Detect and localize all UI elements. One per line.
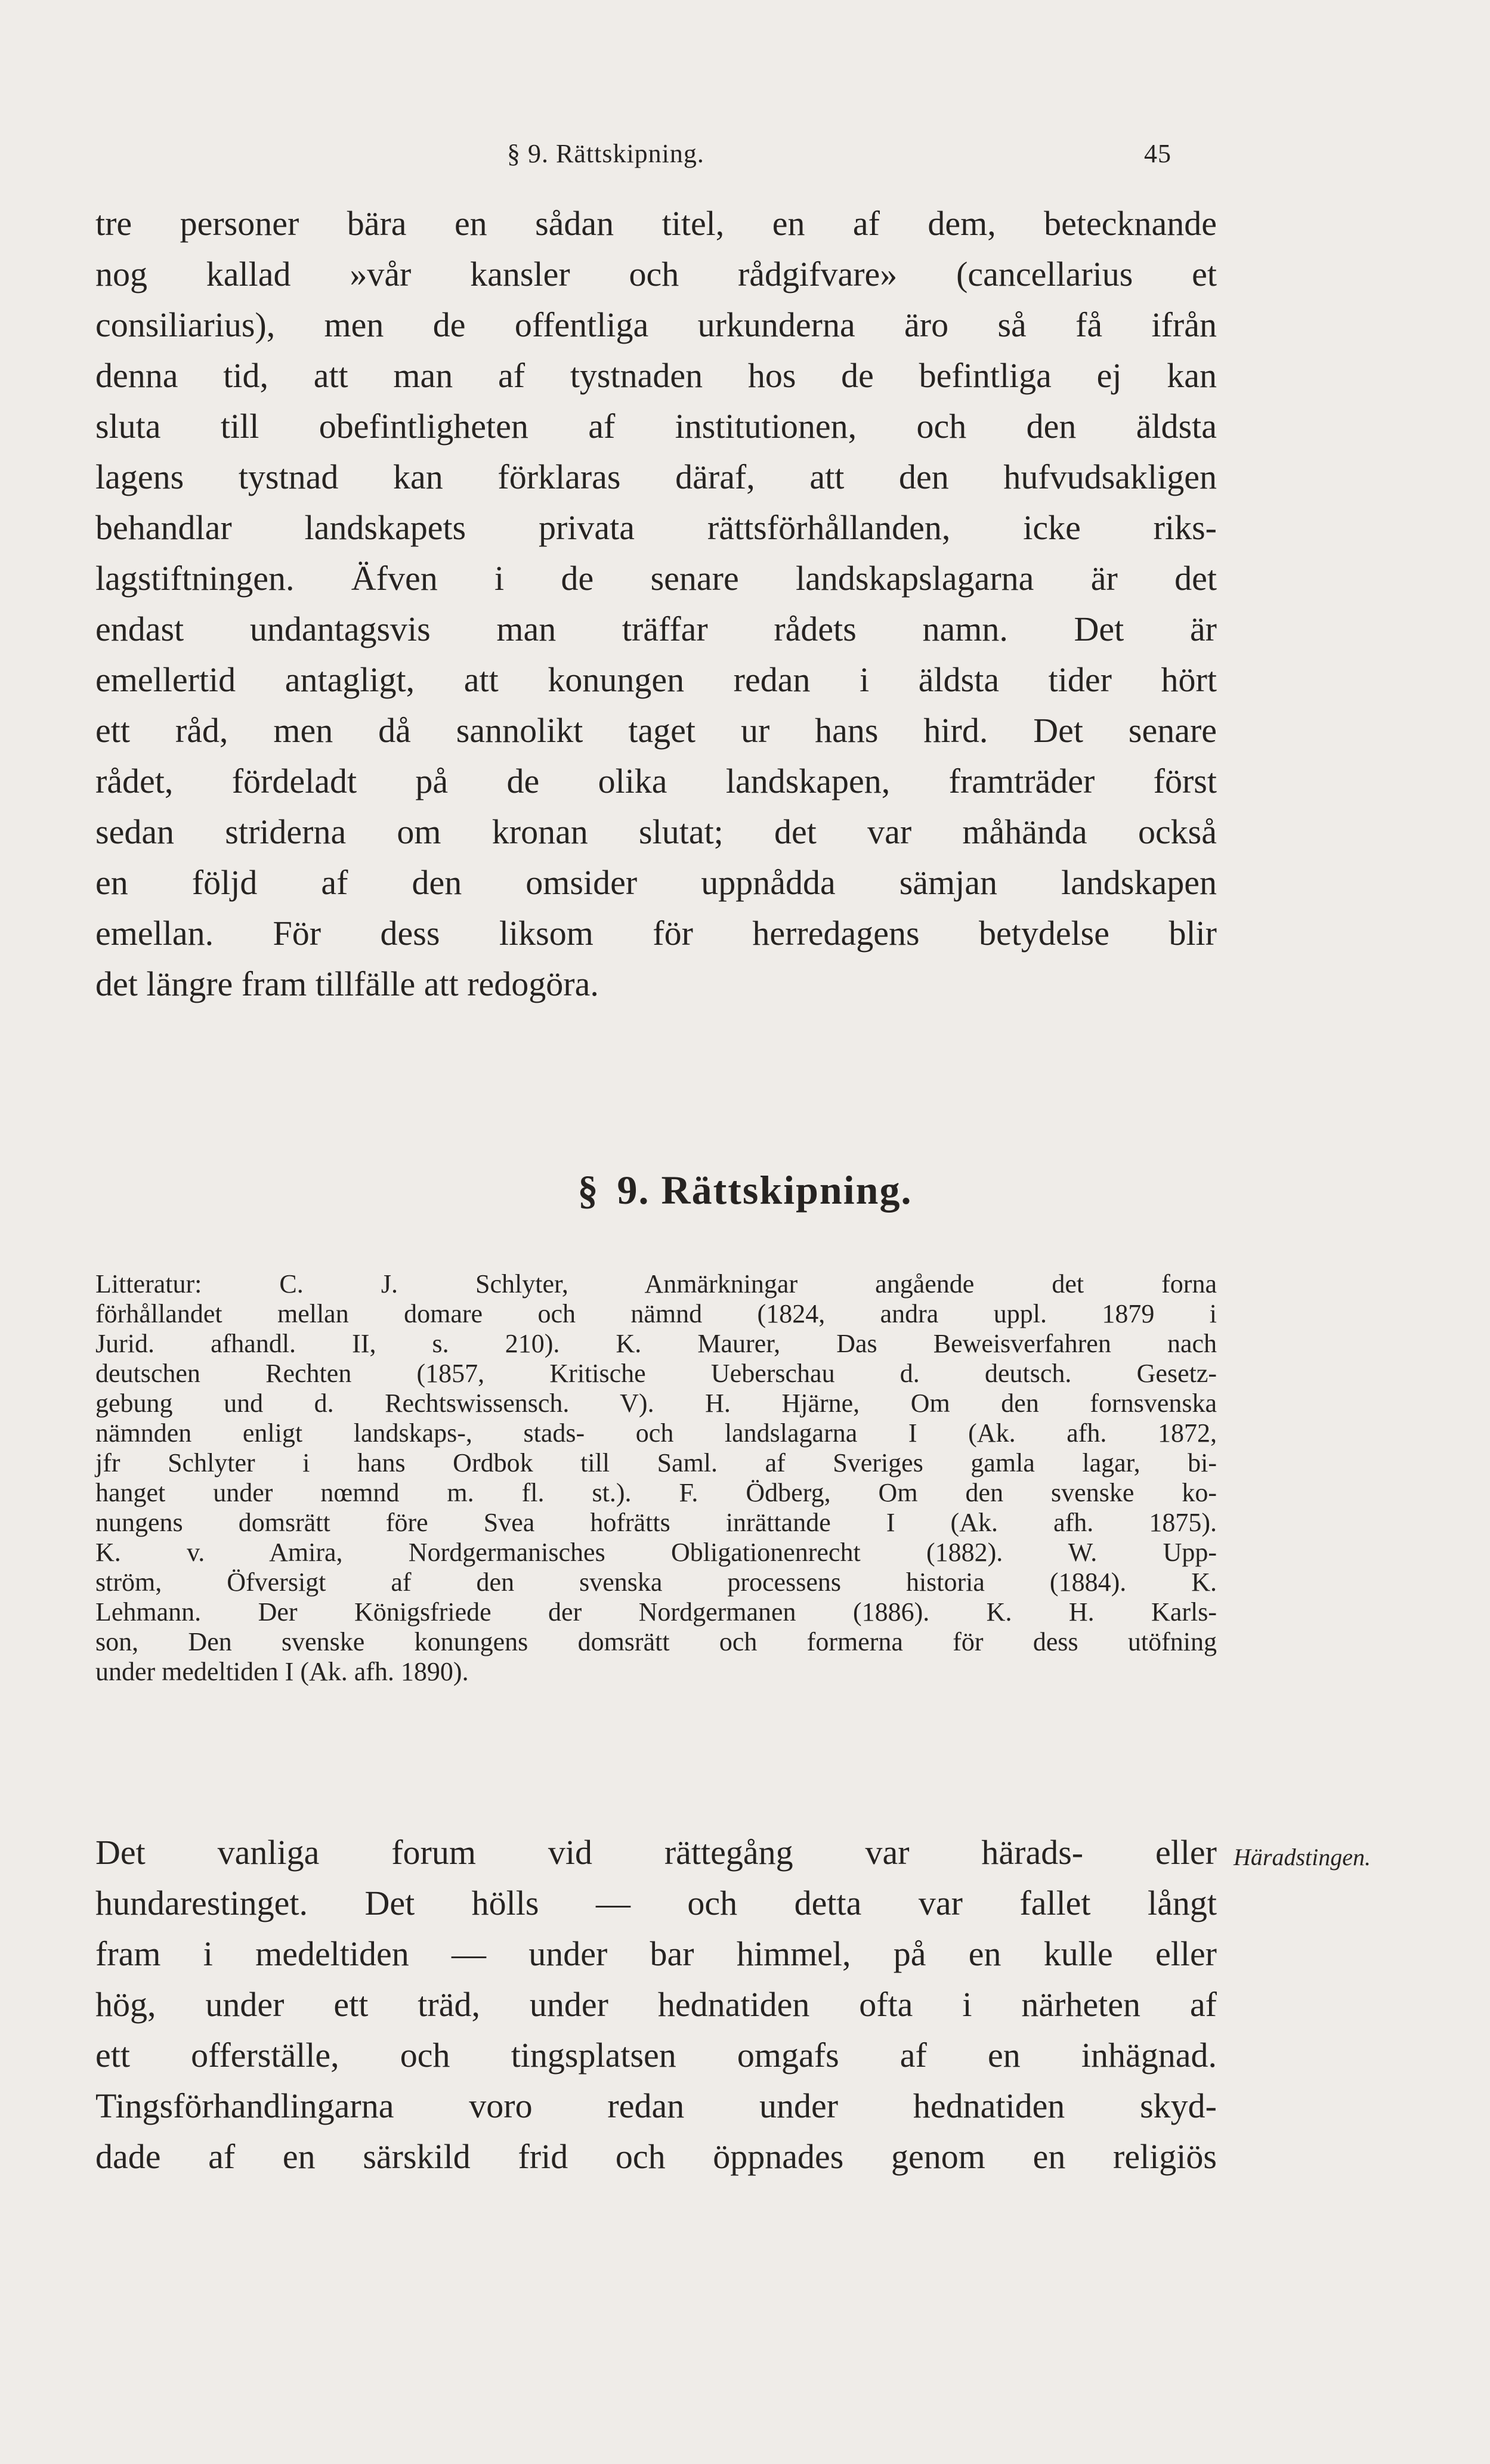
text-line: ett råd, men då sannolikt taget ur hans hird. Det senare xyxy=(95,711,1217,750)
running-head-title: § 9. Rättskipning. xyxy=(507,139,704,168)
page-number: 45 xyxy=(1144,139,1171,168)
literature-line: Jurid. afhandl. II, s. 210). K. Maurer, Das Beweisverfahren nach xyxy=(95,1329,1217,1358)
text-line: hundarestinget. Det hölls — och detta var fallet långt xyxy=(95,1884,1217,1922)
literature-line: ström, Öfversigt af den svenska processens historia (1884). K. xyxy=(95,1568,1217,1597)
text-line: lagstiftningen. Äfven i de senare landskapslagarna är det xyxy=(95,559,1217,598)
literature-line: K. v. Amira, Nordgermanisches Obligationenrecht (1882). W. Upp- xyxy=(95,1538,1217,1567)
text-line: emellertid antagligt, att konungen redan i äldsta tider hört xyxy=(95,660,1217,699)
paragraph-haradstinget xyxy=(95,1827,1217,2182)
text-line: hög, under ett träd, under hednatiden ofta i närheten af xyxy=(95,1985,1217,2024)
literature-line: under medeltiden I (Ak. afh. 1890). xyxy=(95,1657,469,1686)
text-line: fram i medeltiden — under bar himmel, på en kulle eller xyxy=(95,1934,1217,1973)
paragraph-continued xyxy=(95,198,1217,1009)
literature-line: Lehmann. Der Königsfriede der Nordgermanen (1886). K. H. Karls- xyxy=(95,1597,1217,1627)
text-line: det längre fram tillfälle att redogöra. xyxy=(95,964,599,1003)
text-line: consiliarius), men de offentliga urkunderna äro så få ifrån xyxy=(95,305,1217,344)
text-line: en följd af den omsider uppnådda sämjan landskapen xyxy=(95,863,1217,902)
text-line: sedan striderna om kronan slutat; det var måhända också xyxy=(95,812,1217,851)
text-line: rådet, fördeladt på de olika landskapen, framträder först xyxy=(95,762,1217,800)
text-line: lagens tystnad kan förklaras däraf, att den hufvudsakligen xyxy=(95,457,1217,496)
text-line: sluta till obefintligheten af institutionen, och den äldsta xyxy=(95,407,1217,446)
text-line: endast undantagsvis man träffar rådets namn. Det är xyxy=(95,610,1217,648)
text-line: nog kallad »vår kansler och rådgifvare» (cancellarius et xyxy=(95,255,1217,293)
literature-line: gebung und d. Rechtswissensch. V). H. Hjärne, Om den fornsvenska xyxy=(95,1389,1217,1418)
literature-line: son, Den svenske konungens domsrätt och formerna för dess utöfning xyxy=(95,1627,1217,1656)
section-symbol: § xyxy=(577,1167,599,1213)
text-line: dade af en särskild frid och öppnades genom en religiös xyxy=(95,2137,1217,2176)
text-line: behandlar landskapets privata rättsförhållanden, icke riks- xyxy=(95,508,1217,547)
text-line: Det vanliga forum vid rättegång var härads- eller xyxy=(95,1833,1217,1872)
text-line: tre personer bära en sådan titel, en af dem, betecknande xyxy=(95,204,1217,243)
section-title: 9. Rättskipning. xyxy=(617,1167,913,1213)
literature-block xyxy=(95,1269,1217,1687)
text-line: ett offerställe, och tingsplatsen omgafs af en inhägnad. xyxy=(95,2036,1217,2075)
literature-line: Litteratur: C. J. Schlyter, Anmärkningar angående det forna xyxy=(95,1269,1217,1299)
literature-line: nungens domsrätt före Svea hofrätts inrättande I (Ak. afh. 1875). xyxy=(95,1508,1217,1537)
running-head xyxy=(0,138,1490,174)
literature-line: förhållandet mellan domare och nämnd (1824, andra uppl. 1879 i xyxy=(95,1299,1217,1328)
literature-line: deutschen Rechten (1857, Kritische Ueberschau d. deutsch. Gesetz- xyxy=(95,1359,1217,1388)
section-heading xyxy=(0,1163,1490,1217)
literature-line: jfr Schlyter i hans Ordbok till Saml. af Sveriges gamla lagar, bi- xyxy=(95,1448,1217,1477)
text-line: Tingsförhandlingarna voro redan under hednatiden skyd- xyxy=(95,2086,1217,2125)
text-line: denna tid, att man af tystnaden hos de befintliga ej kan xyxy=(95,356,1217,395)
literature-line: hanget under nœmnd m. fl. st.). F. Ödberg, Om den svenske ko- xyxy=(95,1478,1217,1507)
margin-note: Häradstingen. xyxy=(1234,1844,1371,1871)
literature-line: nämnden enligt landskaps-, stads- och landslagarna I (Ak. afh. 1872, xyxy=(95,1418,1217,1448)
text-line: emellan. För dess liksom för herredagens betydelse blir xyxy=(95,914,1217,953)
